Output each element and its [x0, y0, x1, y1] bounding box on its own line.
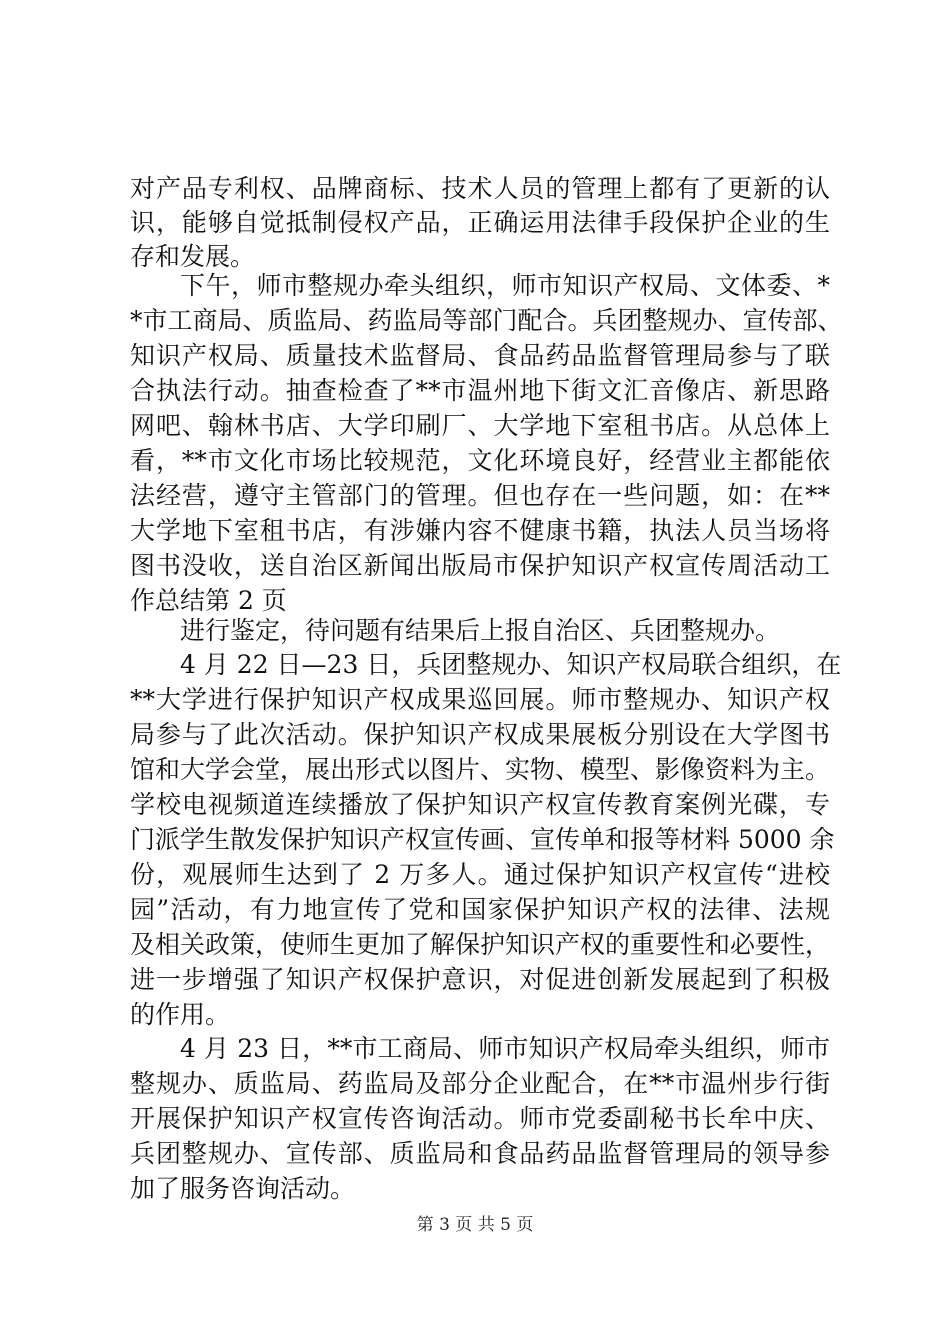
text-line: 网吧、翰林书店、大学印刷厂、大学地下室租书店。从总体上: [130, 411, 830, 440]
text-line: 存和发展。: [130, 242, 256, 271]
text-line: 门派学生散发保护知识产权宣传画、宣传单和报等材料 5000 余: [130, 825, 835, 854]
text-line: 法经营，遵守主管部门的管理。但也存在一些问题，如：在**: [130, 481, 830, 510]
text-line: 知识产权局、质量技术监督局、食品药品监督管理局参与了联: [130, 341, 830, 370]
text-line: 及相关政策，使师生更加了解保护知识产权的重要性和必要性，: [130, 930, 831, 959]
text-line: 大学地下室租书店，有涉嫌内容不健康书籍，执法人员当场将: [130, 516, 830, 545]
text-line: 对产品专利权、品牌商标、技术人员的管理上都有了更新的认: [130, 174, 830, 203]
paragraph-first-line: 4 月 23 日，**市工商局、师市知识产权局牵头组织，师市: [180, 1034, 830, 1063]
text-line: 图书没收，送自治区新闻出版局市保护知识产权宣传周活动工: [130, 551, 830, 580]
text-line: 馆和大学会堂，展出形式以图片、实物、模型、影像资料为主。: [130, 755, 831, 784]
paragraph-first-line: 4 月 22 日—23 日，兵团整规办、知识产权局联合组织，在: [180, 650, 842, 679]
paragraph-first-line: 进行鉴定，待问题有结果后上报自治区、兵团整规办。: [180, 616, 781, 645]
text-line: 看，**市文化市场比较规范，文化环境良好，经营业主都能依: [130, 446, 830, 475]
text-line: 识，能够自觉抵制侵权产品，正确运用法律手段保护企业的生: [130, 208, 830, 237]
text-line: 份，观展师生达到了 2 万多人。通过保护知识产权宣传“进校: [130, 860, 830, 889]
text-line: *市工商局、质监局、药监局等部门配合。兵团整规办、宣传部、: [130, 306, 843, 335]
text-line: 局参与了此次活动。保护知识产权成果展板分别设在大学图书: [130, 720, 830, 749]
text-line: 整规办、质监局、药监局及部分企业配合，在**市温州步行街: [130, 1069, 830, 1098]
text-line: 开展保护知识产权宣传咨询活动。师市党委副秘书长牟中庆、: [130, 1104, 830, 1133]
text-line: 作总结第 2 页: [130, 586, 287, 615]
text-line: 进一步增强了知识产权保护意识，对促进创新发展起到了积极: [130, 965, 830, 994]
text-line: 学校电视频道连续播放了保护知识产权宣传教育案例光碟，专: [130, 790, 830, 819]
text-line: **大学进行保护知识产权成果巡回展。师市整规办、知识产权: [130, 685, 830, 714]
text-line: 加了服务咨询活动。: [130, 1174, 356, 1203]
text-line: 园”活动，有力地宣传了党和国家保护知识产权的法律、法规: [130, 895, 830, 924]
text-line: 的作用。: [130, 1000, 231, 1029]
text-line: 兵团整规办、宣传部、质监局和食品药品监督管理局的领导参: [130, 1139, 830, 1168]
text-line: 合执法行动。抽查检查了**市温州地下街文汇音像店、新思路: [130, 376, 830, 405]
paragraph-first-line: 下午，师市整规办牵头组织，师市知识产权局、文体委、*: [180, 271, 830, 300]
page-number-footer: 第 3 页 共 5 页: [416, 1215, 534, 1235]
